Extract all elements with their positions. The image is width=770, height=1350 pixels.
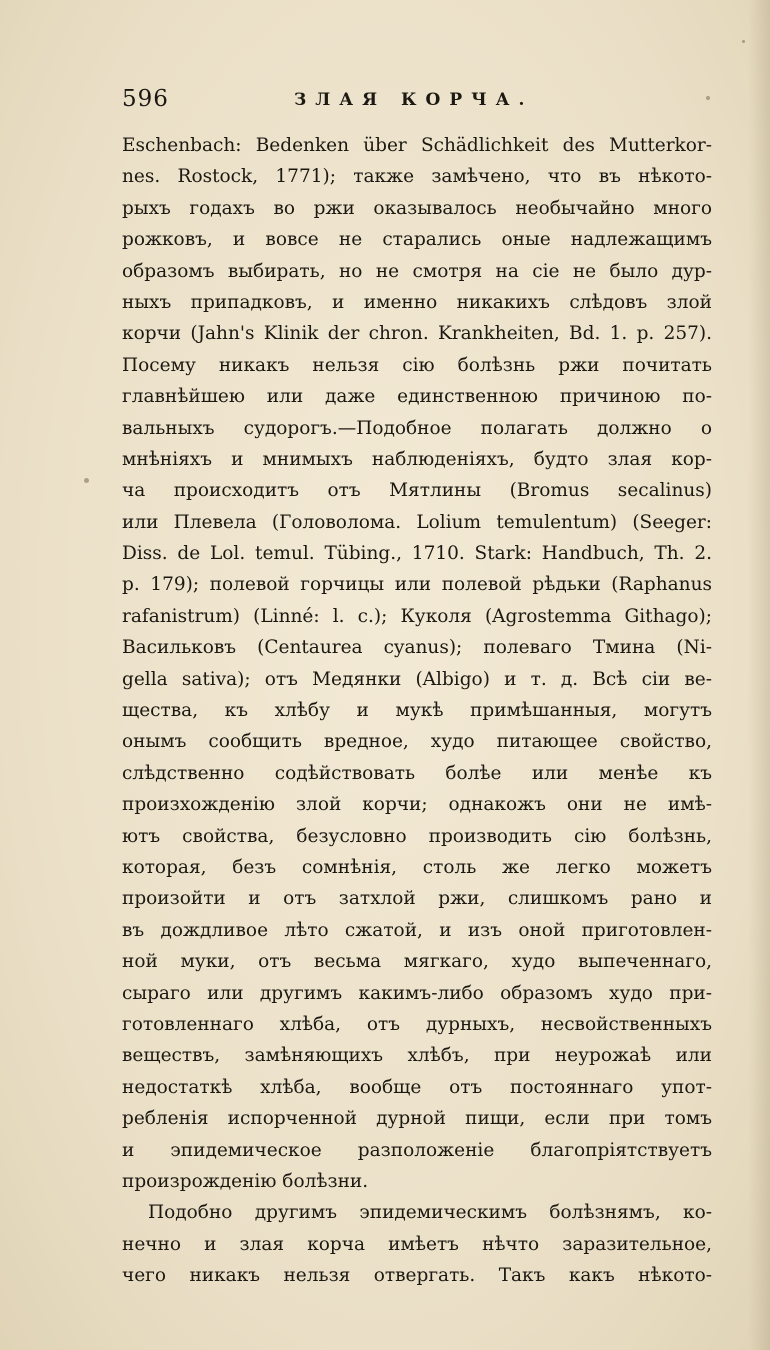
paper-speck	[742, 40, 745, 43]
text-line: произойти и отъ затхлой ржи, слишкомъ рано и	[122, 888, 712, 910]
text-line: gella sativa); отъ Медянки (Albigo) и т. д. Всѣ сіи ве-	[122, 668, 712, 690]
text-line: ной муки, отъ весьма мягкаго, худо выпеченнаго,	[122, 951, 712, 973]
text-line: веществъ, замѣняющихъ хлѣбъ, при неурожаѣ или	[122, 1045, 712, 1067]
text-line: вальныхъ судорогъ.—Подобное полагать должно о	[122, 417, 712, 439]
text-line: p. 179); полевой горчицы или полевой рѣдьки (Raphanus	[122, 574, 712, 596]
paper-speck	[84, 478, 89, 483]
text-line: онымъ сообщить вредное, худо питающее свойство,	[122, 731, 712, 753]
text-line: nes. Rostock, 1771); также замѣчено, что въ нѣкото-	[122, 166, 712, 188]
paper-speck	[706, 96, 710, 100]
text-line: произхожденію злой корчи; однакожъ они не имѣ-	[122, 794, 712, 816]
text-line: корчи (Jahn's Klinik der chron. Krankheiten, Bd. 1. p. 257).	[122, 323, 712, 345]
text-line: или Плевела (Головолома. Lolium temulentum) (Seeger:	[122, 511, 712, 533]
text-line-paragraph-end: произрожденію болѣзни.	[122, 1170, 369, 1192]
page-number: 596	[122, 86, 169, 112]
text-line: ныхъ припадковъ, и именно никакихъ слѣдовъ злой	[122, 291, 712, 313]
text-line: слѣдственно содѣйствовать болѣе или менѣе къ	[122, 762, 712, 784]
text-line: Eschenbach: Bedenken über Schädlichkeit des Mutterkor-	[122, 135, 712, 156]
text-line: готовленнаго хлѣба, отъ дурныхъ, несвойственныхъ	[122, 1013, 712, 1035]
text-line: чего никакъ нельзя отвергать. Такъ какъ нѣкото-	[122, 1265, 712, 1287]
text-line: въ дождливое лѣто сжатой, и изъ оной приготовлен-	[122, 919, 712, 941]
text-line: ребленія испорченной дурной пищи, если при томъ	[122, 1108, 712, 1130]
text-line: образомъ выбирать, но не смотря на сіе не было дур-	[122, 260, 712, 282]
text-line: главнѣйшею или даже единственною причиною по-	[122, 386, 712, 408]
text-line: и эпидемическое разположеніе благопріятствуетъ	[122, 1139, 712, 1161]
text-line: щества, къ хлѣбу и мукѣ примѣшанныя, могутъ	[122, 700, 712, 722]
text-line: сыраго или другимъ какимъ-либо образомъ худо при-	[122, 982, 712, 1004]
body-text	[122, 130, 712, 1291]
text-line: нечно и злая корча имѣетъ нѣчто заразительное,	[122, 1233, 712, 1255]
text-line: Diss. de Lol. temul. Tübing., 1710. Stark: Handbuch, Th. 2.	[122, 543, 712, 565]
text-line: недостаткѣ хлѣба, вообще отъ постояннаго упот-	[122, 1076, 712, 1098]
text-line: рожковъ, и вовсе не старались оные надлежащимъ	[122, 229, 712, 251]
text-line-paragraph-start: Подобно другимъ эпидемическимъ болѣзнямъ, ко-	[148, 1202, 712, 1224]
text-line: которая, безъ сомнѣнія, столь же легко можетъ	[122, 856, 712, 878]
text-line: Посему никакъ нельзя сію болѣзнь ржи почитать	[122, 354, 712, 376]
running-head: ЗЛАЯ КОРЧА.	[294, 90, 534, 110]
text-line: rafanistrum) (Linné: l. c.); Куколя (Agrostemma Githago);	[122, 605, 712, 627]
text-line: Васильковъ (Centaurea cyanus); полеваго Тмина (Ni-	[122, 637, 712, 659]
page-edge-shadow	[748, 0, 770, 1350]
page-header	[122, 86, 712, 120]
text-line: ча происходитъ отъ Мятлины (Bromus secalinus)	[122, 480, 712, 502]
text-line: мнѣніяхъ и мнимыхъ наблюденіяхъ, будто злая кор-	[122, 448, 712, 470]
text-line: ютъ свойства, безусловно производить сію болѣзнь,	[122, 825, 712, 847]
text-line: рыхъ годахъ во ржи оказывалось необычайно много	[122, 197, 712, 219]
